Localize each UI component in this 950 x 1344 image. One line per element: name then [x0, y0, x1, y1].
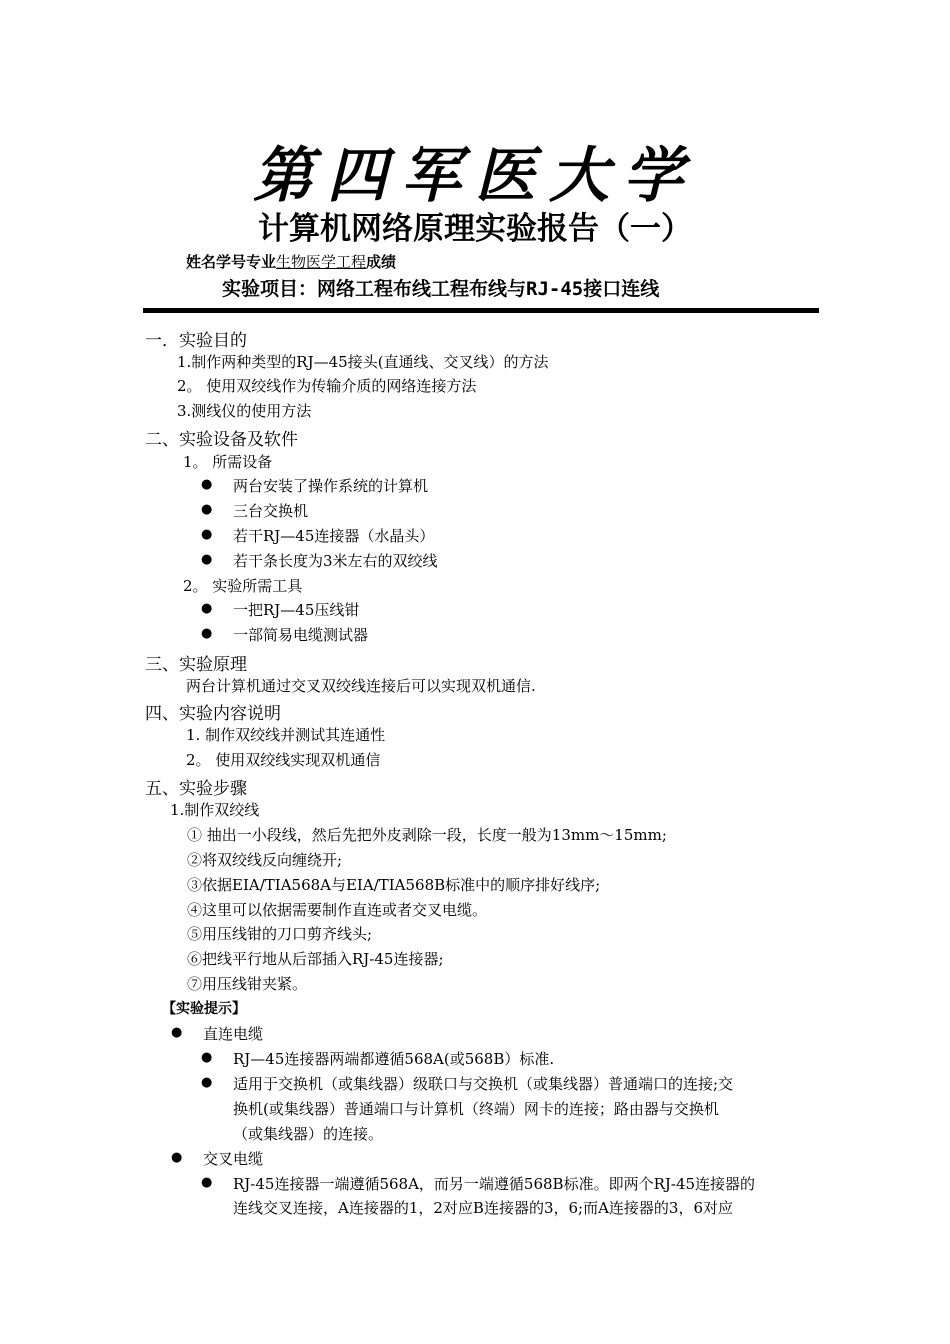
bullet-icon: ● — [201, 552, 213, 567]
paragraph-line: 连线交叉连接，A连接器的1，2对应B连接器的3，6;而A连接器的3，6对应 — [233, 1199, 734, 1217]
list-item: 1.制作两种类型的RJ—45接头(直通线、交叉线）的方法 — [177, 353, 549, 371]
bullet-icon: ● — [201, 527, 213, 542]
list-item: 1. 制作双绞线并测试其连通性 — [186, 726, 386, 744]
sub-heading: 1.制作双绞线 — [170, 801, 260, 819]
step-item: ②将双绞线反向缠绕开; — [187, 851, 343, 869]
list-item: RJ—45连接器两端都遵循568A(或568B）标准. — [233, 1050, 555, 1068]
bullet-icon: ● — [201, 601, 213, 616]
paragraph-line: RJ-45连接器一端遵循568A，而另一端遵循568B标准。即两个RJ-45连接器的 — [233, 1175, 756, 1193]
project-title: 实验项目：网络工程布线工程布线与RJ-45接口连线 — [222, 278, 660, 300]
list-item: 2。 使用双绞线实现双机通信 — [186, 751, 381, 769]
bullet-icon: ● — [201, 626, 213, 641]
section-heading-2: 二、实验设备及软件 — [145, 430, 298, 450]
paragraph-line: 适用于交换机（或集线器）级联口与交换机（或集线器）普通端口的连接;交 — [233, 1075, 734, 1093]
step-item: ⑦用压线钳夹紧。 — [187, 975, 308, 993]
step-item: ① 抽出一小段线，然后先把外皮剥除一段，长度一般为13mm～15mm; — [187, 826, 667, 844]
bullet-icon: ● — [201, 502, 213, 517]
list-item: 交叉电缆 — [203, 1150, 264, 1168]
info-prefix: 姓名学号专业 — [186, 253, 277, 271]
step-item: ⑤用压线钳的刀口剪齐线头; — [187, 925, 373, 943]
list-item: 两台安装了操作系统的计算机 — [233, 477, 429, 495]
student-info-line — [186, 251, 396, 272]
paragraph: 两台计算机通过交叉双绞线连接后可以实现双机通信. — [186, 677, 536, 695]
list-item: 2。 使用双绞线作为传输介质的网络连接方法 — [177, 377, 477, 395]
list-item: 直连电缆 — [203, 1025, 264, 1043]
sub-heading: 1。 所需设备 — [183, 453, 273, 471]
list-item: 一部简易电缆测试器 — [233, 626, 369, 644]
bullet-icon: ● — [201, 1050, 213, 1065]
list-item: 三台交换机 — [233, 502, 309, 520]
bullet-icon: ● — [201, 1175, 213, 1190]
divider-rule — [143, 308, 819, 313]
step-item: ⑥把线平行地从后部插入RJ-45连接器; — [187, 950, 444, 968]
bullet-icon: ● — [201, 477, 213, 492]
list-item: 一把RJ—45压线钳 — [233, 601, 360, 619]
list-item: 若干条长度为3米左右的双绞线 — [233, 552, 438, 570]
list-item: 3.测线仪的使用方法 — [177, 402, 312, 420]
section-heading-5: 五、实验步骤 — [145, 779, 247, 799]
section-heading-1: 一．实验目的 — [145, 331, 247, 351]
step-item: ③依据EIA/TIA568A与EIA/TIA568B标准中的顺序排好线序; — [187, 876, 601, 894]
bullet-icon: ● — [201, 1075, 213, 1090]
bullet-icon: ● — [171, 1025, 183, 1040]
list-item: 若干RJ—45连接器（水晶头） — [233, 527, 435, 545]
bullet-icon: ● — [171, 1150, 183, 1165]
sub-heading: 2。 实验所需工具 — [183, 577, 303, 595]
info-suffix: 成绩 — [366, 253, 397, 271]
section-heading-3: 三、实验原理 — [145, 655, 247, 675]
paragraph-line: （或集线器）的连接。 — [233, 1125, 384, 1143]
tip-heading: 【实验提示】 — [162, 1001, 246, 1017]
major-value: 生物医学工程 — [276, 253, 367, 271]
section-heading-4: 四、实验内容说明 — [145, 704, 281, 724]
step-item: ④这里可以依据需要制作直连或者交叉电缆。 — [187, 901, 488, 919]
paragraph-line: 换机(或集线器）普通端口与计算机（终端）网卡的连接；路由器与交换机 — [233, 1100, 719, 1118]
school-name: 第四军医大学 — [253, 141, 697, 211]
report-title: 计算机网络原理实验报告（一） — [258, 211, 692, 247]
